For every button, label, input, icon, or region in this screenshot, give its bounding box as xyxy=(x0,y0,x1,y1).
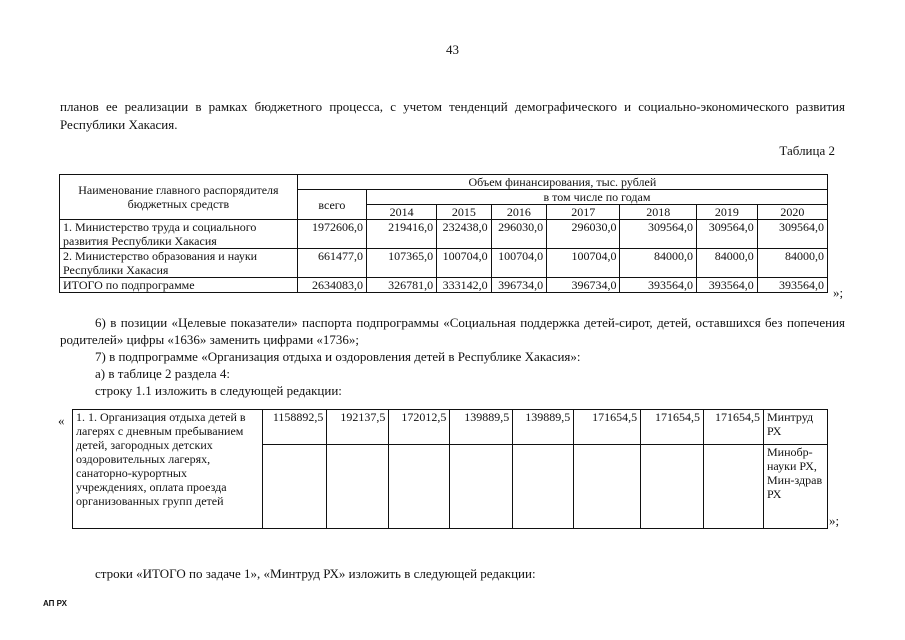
empty-cell xyxy=(513,445,574,529)
row-value: 171654,5 xyxy=(641,410,704,445)
row-value: 296030,0 xyxy=(547,220,620,249)
year-header: 2016 xyxy=(491,205,547,220)
year-header: 2019 xyxy=(696,205,757,220)
empty-cell xyxy=(389,445,450,529)
row-value: 171654,5 xyxy=(574,410,641,445)
header-row-1 xyxy=(60,175,828,190)
row-value: 309564,0 xyxy=(696,220,757,249)
empty-cell xyxy=(327,445,389,529)
row-value: 333142,0 xyxy=(437,278,491,293)
empty-cell xyxy=(704,445,764,529)
table2-open-quote: « xyxy=(58,413,65,428)
row-value: 100704,0 xyxy=(547,249,620,278)
table-row xyxy=(73,410,828,445)
footer-mark: АП РХ xyxy=(43,599,68,608)
empty-cell xyxy=(641,445,704,529)
empty-cell xyxy=(263,445,327,529)
total-header: всего xyxy=(297,190,366,220)
row-value: 1158892,5 xyxy=(263,410,327,445)
row-name: 2. Министерство образования и науки Республики Хакасия xyxy=(60,249,298,278)
row-value: 107365,0 xyxy=(366,249,436,278)
row-name: 1. 1. Организация отдыха детей в лагерях с дневным пребыванием детей, загородных детских оздоровительных лагерях, санаторно-курортных учреждениях, оплата проезда организованных групп детей xyxy=(73,410,263,529)
row-value: 393564,0 xyxy=(696,278,757,293)
empty-cell xyxy=(450,445,513,529)
empty-cell xyxy=(574,445,641,529)
year-header: 2017 xyxy=(547,205,620,220)
paragraph-bottom: строки «ИТОГО по задаче 1», «Минтруд РХ» изложить в следующей редакции: xyxy=(95,566,536,581)
by-year-header: в том числе по годам xyxy=(366,190,827,205)
table-row xyxy=(60,249,828,278)
paragraph-7: 7) в подпрограмме «Организация отдыха и оздоровления детей в Республике Хакасия»: xyxy=(95,349,581,364)
row-value: 100704,0 xyxy=(491,249,547,278)
funding-header: Объем финансирования, тыс. рублей xyxy=(297,175,827,190)
row-value: 192137,5 xyxy=(327,410,389,445)
row-total: 661477,0 xyxy=(297,249,366,278)
row-value: 219416,0 xyxy=(366,220,436,249)
funding-table xyxy=(59,174,828,293)
paragraph-7b: строку 1.1 изложить в следующей редакции: xyxy=(95,383,342,398)
page-number: 43 xyxy=(446,42,459,57)
executor-cell: Минобр-науки РХ, Мин-здрав РХ xyxy=(763,445,827,529)
table1-close-quote: »; xyxy=(833,285,844,300)
row-value: 139889,5 xyxy=(450,410,513,445)
row-total: 1972606,0 xyxy=(297,220,366,249)
intro-paragraph: планов ее реализации в рамках бюджетного процесса, с учетом тенденций демографического и социально-экономического развития Республики Хакасия. xyxy=(60,99,845,132)
table2-close-quote: »; xyxy=(829,513,840,528)
row-value: 171654,5 xyxy=(704,410,764,445)
year-header: 2020 xyxy=(757,205,827,220)
table-row xyxy=(60,220,828,249)
row-value: 393564,0 xyxy=(757,278,827,293)
row-value: 139889,5 xyxy=(513,410,574,445)
row-total: 2634083,0 xyxy=(297,278,366,293)
row-name: ИТОГО по подпрограмме xyxy=(60,278,298,293)
row-value: 396734,0 xyxy=(491,278,547,293)
row-value: 232438,0 xyxy=(437,220,491,249)
year-header: 2018 xyxy=(620,205,696,220)
row-value: 84000,0 xyxy=(757,249,827,278)
row-value: 100704,0 xyxy=(437,249,491,278)
row-value: 393564,0 xyxy=(620,278,696,293)
year-header: 2015 xyxy=(437,205,491,220)
row-value: 309564,0 xyxy=(620,220,696,249)
row-value: 296030,0 xyxy=(491,220,547,249)
executor-cell: Минтруд РХ xyxy=(763,410,827,445)
col-name-header: Наименование главного распорядителя бюджетных средств xyxy=(60,175,298,220)
row-value: 172012,5 xyxy=(389,410,450,445)
row-value: 309564,0 xyxy=(757,220,827,249)
table-row-total xyxy=(60,278,828,293)
row-value: 84000,0 xyxy=(696,249,757,278)
row-value: 396734,0 xyxy=(547,278,620,293)
row-value: 326781,0 xyxy=(366,278,436,293)
paragraph-7a: а) в таблице 2 раздела 4: xyxy=(95,366,230,381)
paragraph-6: 6) в позиции «Целевые показатели» паспорта подпрограммы «Социальная поддержка детей-сирот, детей, оставшихся без попечения родителей» цифры «1636» заменить цифрами «1736»; xyxy=(60,315,845,347)
row-name: 1. Министерство труда и социального развития Республики Хакасия xyxy=(60,220,298,249)
row-1-1-table xyxy=(72,409,828,529)
table-label: Таблица 2 xyxy=(779,143,835,158)
row-value: 84000,0 xyxy=(620,249,696,278)
year-header: 2014 xyxy=(366,205,436,220)
